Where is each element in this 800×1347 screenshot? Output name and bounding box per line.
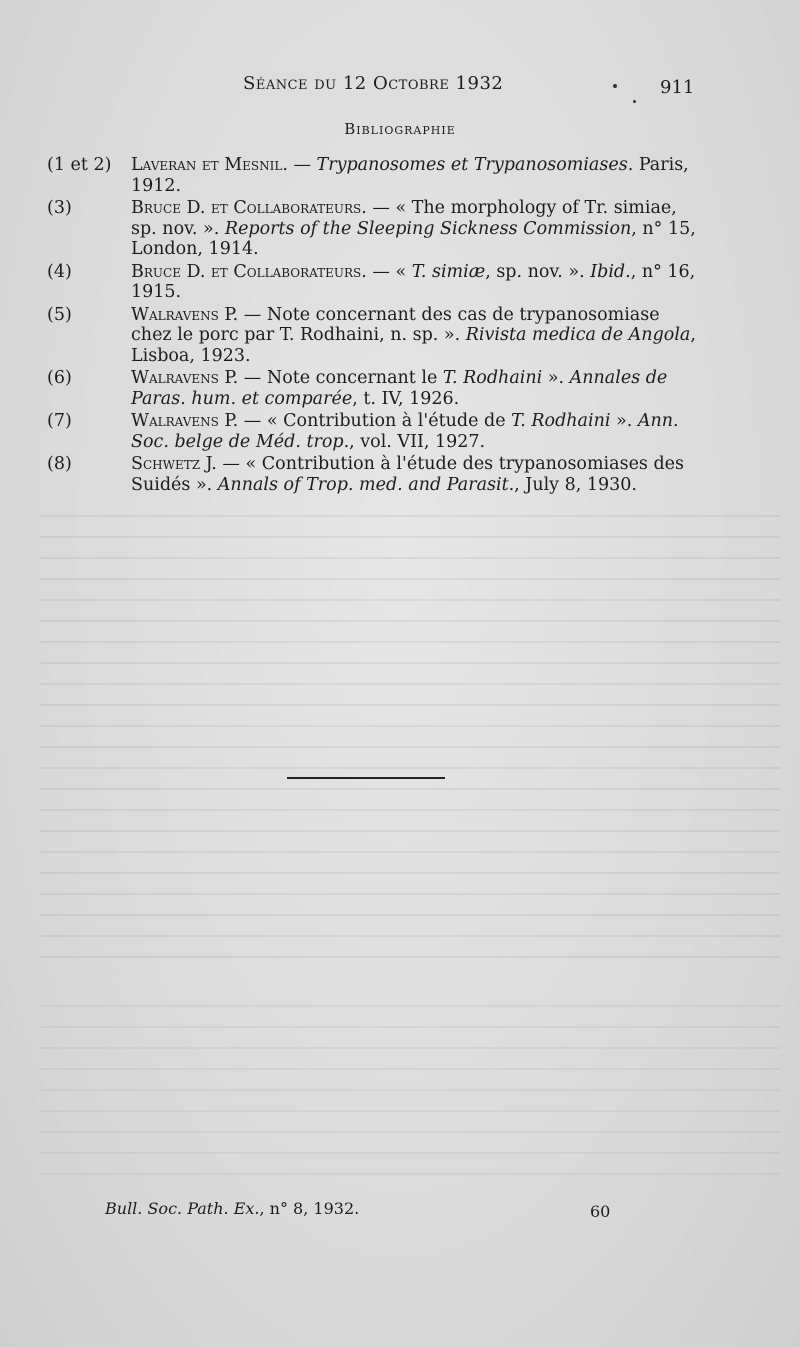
reference-number: (1 et 2) — [47, 155, 112, 175]
reference-item: (1 et 2) Laveran et Mesnil. — Trypanosomes et Trypanosomiases. Paris, 1912. — [47, 155, 689, 196]
reference-title: Annals of Trop. med. and Parasit. — [217, 474, 515, 495]
ink-dot — [613, 84, 617, 88]
reference-number: (6) — [47, 368, 72, 388]
reference-title: Reports of the Sleeping Sickness Commission — [224, 218, 632, 239]
reference-author: Laveran et Mesnil. — [131, 155, 288, 175]
reference-item: (4) Bruce D. et Collaborateurs. — « T. simiæ, sp. nov. ». Ibid., n° 16, 1915. — [47, 261, 696, 302]
reference-list — [47, 155, 702, 497]
section-title: Bibliographie — [344, 120, 456, 138]
reference-title: T. Rodhaini — [511, 411, 611, 431]
reference-number: (3) — [47, 198, 72, 218]
reference-author: Walravens P. — [131, 368, 239, 388]
section-divider — [287, 777, 445, 779]
reference-title: Ibid. — [590, 261, 631, 282]
reference-item: (8) Schwetz J. — « Contribution à l'étude des trypanosomiases des Suidés ». Annals of Trop. med. and Parasit., July 8, 1930. — [47, 454, 685, 495]
reference-item: (6) Walravens P. — Note concernant le T. Rodhaini ». Annales de Paras. hum. et comparée, t. IV, 1926. — [47, 368, 668, 409]
show-through-text-lower — [40, 995, 780, 1185]
reference-item: (5) Walravens P. — Note concernant des cas de trypanosomiase chez le porc par T. Rodhaini, n. sp. ». Rivista medica de Angola, Lisboa, 1923. — [47, 304, 696, 366]
footer-journal: Bull. Soc. Path. Ex. — [105, 1199, 260, 1218]
reference-number: (5) — [47, 304, 72, 325]
reference-author: Schwetz J. — [131, 454, 217, 474]
reference-author: Bruce D. et Collaborateurs. — [131, 261, 367, 282]
reference-title: T. simiæ — [411, 261, 486, 282]
reference-number: (4) — [47, 261, 72, 282]
reference-item: (3) Bruce D. et Collaborateurs. — « The morphology of Tr. simiae, sp. nov. ». Reports of the Sleeping Sickness Commission, n° 15, London, 1914. — [47, 198, 696, 259]
show-through-text — [40, 505, 780, 975]
reference-number: (8) — [47, 454, 72, 474]
footer-issue: , n° 8, 1932. — [259, 1199, 360, 1218]
signature-mark: 60 — [590, 1202, 611, 1221]
ink-dot — [633, 100, 636, 103]
reference-title: T. Rodhaini — [442, 368, 543, 388]
reference-title: Trypanosomes et Trypanosomiases — [316, 155, 628, 175]
running-title: Séance du 12 Octobre 1932 — [243, 73, 504, 94]
reference-item: (7) Walravens P. — « Contribution à l'étude de T. Rodhaini ». Ann. Soc. belge de Méd. trop., vol. VII, 1927. — [47, 411, 679, 452]
reference-title: Rivista medica de Angola — [465, 325, 691, 345]
reference-author: Walravens P. — [131, 304, 239, 325]
page-footer — [105, 1199, 685, 1223]
reference-title: Ann. Soc. belge de Méd. trop. — [131, 411, 679, 452]
reference-author: Bruce D. et Collaborateurs. — [131, 198, 367, 218]
reference-author: Walravens P. — [131, 411, 239, 431]
reference-number: (7) — [47, 411, 72, 431]
page-number: 911 — [660, 77, 695, 98]
reference-title: Annales de Paras. hum. et comparée — [131, 368, 668, 409]
running-header — [0, 73, 800, 97]
